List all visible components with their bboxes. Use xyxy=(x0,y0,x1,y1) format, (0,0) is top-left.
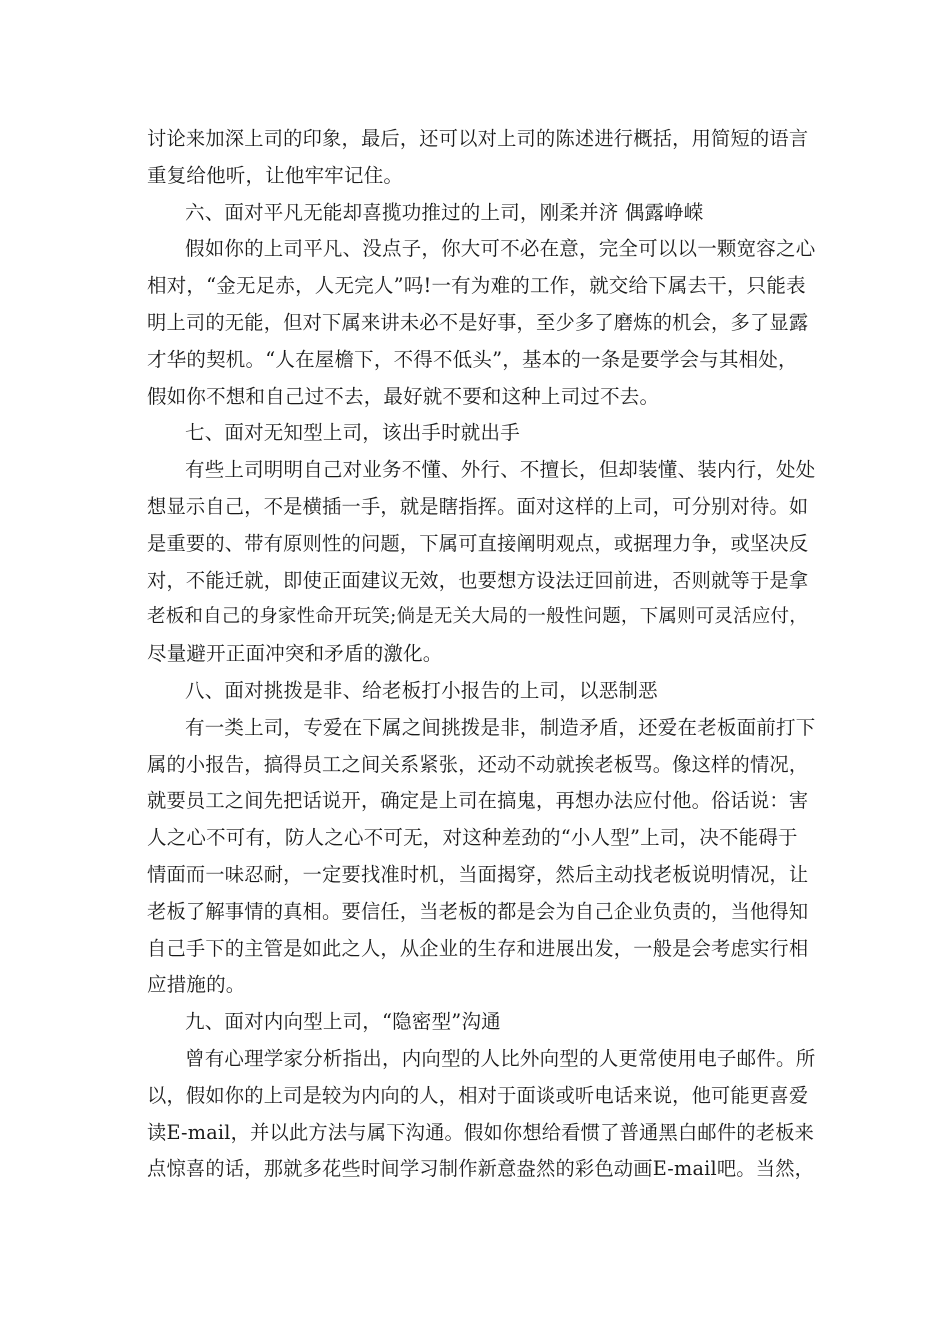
text-line: 读E-mail，并以此方法与属下沟通。假如你想给看惯了普通黑白邮件的老板来 xyxy=(147,1120,815,1144)
text-line: 重复给他听，让他牢牢记住。 xyxy=(147,163,404,187)
text-line: 尽量避开正面冲突和矛盾的激化。 xyxy=(147,642,443,666)
section-heading: 九、面对内向型上司，“隐密型”沟通 xyxy=(185,1010,501,1034)
text-line: 讨论来加深上司的印象，最后，还可以对上司的陈述进行概括，用简短的语言 xyxy=(147,127,809,150)
section-heading: 八、面对挑拨是非、给老板打小报告的上司，以恶制恶 xyxy=(185,678,658,702)
text-line: 属的小报告，搞得员工之间关系紧张，还动不动就挨老板骂。像这样的情况， xyxy=(147,752,809,776)
text-line: 相对，“金无足赤，人无完人”吗!一有为难的工作，就交给下属去干，只能表 xyxy=(147,274,806,298)
text-line: 假如你的上司平凡、没点子，你大可不必在意，完全可以以一颗宽容之心 xyxy=(185,237,816,261)
section-heading: 七、面对无知型上司，该出手时就出手 xyxy=(185,421,520,445)
text-line: 应措施的。 xyxy=(147,973,246,997)
text-line: 点惊喜的话，那就多花些时间学习制作新意盎然的彩色动画E-mail吧。当然， xyxy=(147,1157,815,1181)
text-line: 才华的契机。“人在屋檐下，不得不低头”，基本的一条是要学会与其相处， xyxy=(147,347,798,371)
text-line: 假如你不想和自己过不去，最好就不要和这种上司过不去。 xyxy=(147,384,660,408)
text-line: 明上司的无能，但对下属来讲未必不是好事，至少多了磨炼的机会，多了显露 xyxy=(147,310,809,334)
text-line: 有些上司明明自己对业务不懂、外行、不擅长，但却装懂、装内行，处处 xyxy=(185,458,816,482)
text-line: 老板了解事情的真相。要信任，当老板的都是会为自己企业负责的，当他得知 xyxy=(147,899,809,923)
text-line: 是重要的、带有原则性的问题，下属可直接阐明观点，或据理力争，或坚决反 xyxy=(147,531,809,555)
text-line: 自己手下的主管是如此之人，从企业的生存和进展出发，一般是会考虑实行相 xyxy=(147,936,809,960)
text-line: 对，不能迁就，即使正面建议无效，也要想方设法迂回前进，否则就等于是拿 xyxy=(147,568,809,592)
text-line: 有一类上司，专爱在下属之间挑拨是非，制造矛盾，还爱在老板面前打下 xyxy=(185,715,816,739)
section-heading: 六、面对平凡无能却喜揽功推过的上司，刚柔并济 偶露峥嵘 xyxy=(185,200,704,224)
text-line: 就要员工之间先把话说开，确定是上司在搞鬼，再想办法应付他。俗话说：害 xyxy=(147,789,809,813)
text-line: 想显示自己，不是横插一手，就是瞎指挥。面对这样的上司，可分别对待。如 xyxy=(147,494,809,518)
text-line: 老板和自己的身家性命开玩笑;倘是无关大局的一般性问题，下属则可灵活应付， xyxy=(147,606,808,628)
text-line: 曾有心理学家分析指出，内向型的人比外向型的人更常使用电子邮件。所 xyxy=(185,1046,816,1070)
text-line: 以，假如你的上司是较为内向的人，相对于面谈或听电话来说，他可能更喜爱 xyxy=(147,1083,809,1107)
text-line: 人之心不可有，防人之心不可无，对这种差劲的“小人型”上司，决不能碍于 xyxy=(147,826,798,850)
text-line: 情面而一味忍耐，一定要找准时机，当面揭穿，然后主动找老板说明情况，让 xyxy=(147,862,809,886)
document-body xyxy=(147,121,815,1188)
